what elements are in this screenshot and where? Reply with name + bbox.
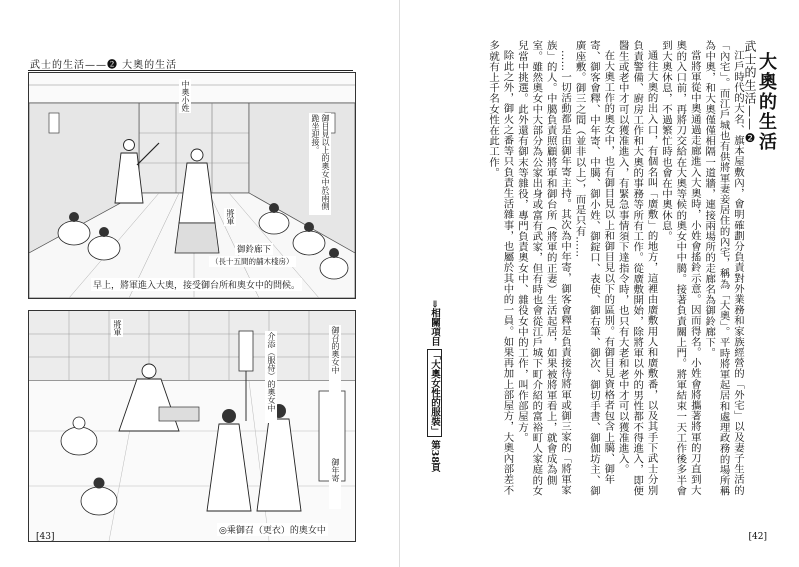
label-gomeonmie-women: 御目見以上的奧女中於兩側跪坐迎接。 (309, 113, 331, 215)
label-chuoku-kosho: 中奧小姓 (181, 80, 190, 112)
label-okaizoe-women: 介添（服侍）的奧女中 (265, 331, 277, 423)
running-header-vertical: 武士的生活——❷ (743, 40, 757, 146)
paragraph: ……一切活動都是由御年寄主持。其次為中年寄，御客會釋是負責接待將軍或御三家的「將軍家族」的人。中臈負責照顧將軍和御台所（將軍的正妻）生活起居，如果被將軍看上，就會成為側室。雖然奧女中大部分為公家出身或富有武家，但有時也會從江戶城下町介紹的富裕町人家庭的女兒當中挑選。此外還有御末等雜役，專門負責奧女中、雜役女中的工作，叫作部屋方。 (515, 40, 572, 496)
running-header: 武士的生活——❷ 大奧的生活 (30, 60, 178, 71)
header-rule (28, 70, 353, 71)
paragraph: 江戶時代的大名、旗本屋敷內，會明確劃分負責對外業務和家族經營的「外宅」以及妻子生活的「內宅」。而江戶城也有供將軍妻妾居住的內宅，稱為「大奧」。平時將軍起居和處理政務的場所稱為中奧，和大奧僅僅相隔一道牆，連接兩場所的走廊名為御鈴廊下。 (703, 40, 744, 496)
right-page (400, 0, 799, 567)
illustration-shogun-entering-ooku (28, 72, 356, 299)
paragraph: 通往大奧的出入口，有個名叫「廣敷」的地方，這裡由廣敷用人和廣敷番，以及其手下武士分別負責警備、廚房工作和大奧的事務等所有工作。從廣敷開始，除將軍以外的男性都不得進入，即便醫生或老中才可以獲准進入，有緊急事情須下達指令時，也只有大老和老中才可以獲准進入。 (616, 40, 658, 496)
label-shogun-top: 將軍 (226, 209, 235, 225)
label-osuzu-roka-sub: （長十五間的舖木棧房） (211, 257, 294, 266)
related-item-reference (428, 300, 441, 472)
body-text (445, 40, 745, 500)
paragraph: 除此之外，御火之番等只負責生活雜事，也屬於其中的一員。如果再加上部屋方，大奧內部差不多就有上千名女性在此工作。 (487, 40, 514, 496)
page-number-right: [42] (748, 532, 767, 542)
illustration-changing-clothes (28, 310, 356, 542)
caption-top-illustration: 早上，將軍進入大奧，接受御台所和奧女中的問候。 (91, 278, 302, 291)
illustration-drawing (29, 311, 355, 541)
reference-title: 「大奧女性的服裝」 (429, 350, 440, 436)
reference-prefix: ⇒相關項目 (429, 300, 440, 346)
illustration-drawing (29, 73, 355, 298)
page-number-left: [43] (36, 532, 55, 542)
section-title: 大奧的生活 (756, 52, 777, 152)
label-osuzu-roka: 御鈴廊下 (237, 245, 272, 255)
reference-page: 第38頁 (429, 440, 440, 473)
caption-bottom-illustration: ◎乘御召（更衣）的奧女中 (217, 523, 328, 536)
left-page (0, 0, 399, 567)
label-shogun-bottom: 將軍 (113, 320, 122, 336)
paragraph: 在大奧工作的奧女中，也有御目見以上和御目見以下的區別。有御目見資格者包含上臈、御年寄、御客會釋、中年寄、中臈、御小姓、御錠口、表使、御右筆、御次、御切手書、御伽坊主、御廣座敷。御三之間（並非以上），而是只有…… (573, 40, 615, 496)
paragraph: 當將軍從中奧通過走廊進入大奧時，小姓會搖鈴示意。因而得名。小姓會將攜著將軍的刀直到大奧的入口前，再將刀交給在大奧等候的奧女中中臈。接著負責關上門。將軍結束一天工作後多半會到大奧休息，不過繁忙時也會在中奧休息。 (659, 40, 701, 496)
label-otoshiyori: 御年寄 (329, 457, 341, 509)
label-otokoro-women: 御召的奧女中 (329, 325, 341, 437)
